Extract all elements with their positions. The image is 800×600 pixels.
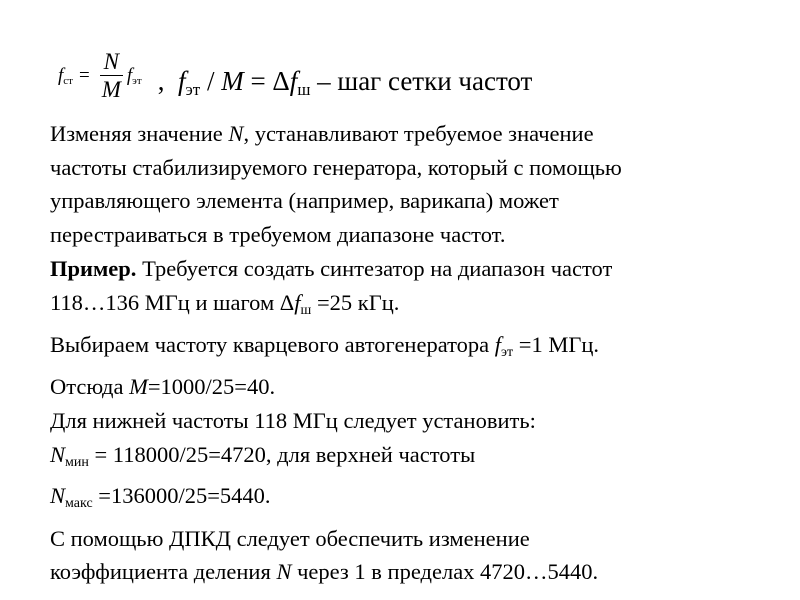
formula-equals: = [78, 65, 90, 86]
formula-definition [158, 47, 533, 106]
def-step-sub: ш [297, 79, 311, 99]
def-eq: = Δ [243, 65, 290, 96]
formula-lhs [58, 65, 73, 87]
p2-f: f [294, 289, 301, 315]
formula-lhs-sub: ст [63, 75, 73, 87]
p2-line-2-a: 118…136 МГц и шагом Δ [50, 289, 295, 315]
p5-line-2-a: коэффициента деления [50, 559, 277, 584]
p4-line-3 [50, 479, 780, 521]
paragraph-3 [50, 328, 780, 403]
p3-line-1-b: =1 МГц. [513, 332, 600, 357]
formula-rhs-symbol: f [126, 65, 133, 86]
formula-line [58, 44, 532, 108]
p4-sub-max: макс [65, 496, 93, 511]
paragraph-1 [50, 117, 780, 251]
p3-line-2 [50, 370, 780, 404]
p5-n: N [276, 559, 292, 584]
p2-line-2-b: =25 кГц. [311, 289, 400, 315]
p5-line-1: С помощью ДПКД следует обеспечить изменение [50, 525, 530, 551]
p5-line-2-b: через 1 в пределах 4720…5440. [291, 559, 599, 584]
p2-line-2 [50, 286, 780, 328]
p1-line-2: частоты стабилизируемого генератора, который с помощью [50, 154, 622, 180]
p1-text-b: , устанавливают требуемое значение [243, 121, 594, 146]
p4-line-2 [50, 438, 780, 480]
formula-rhs-sub: эт [132, 75, 142, 87]
paragraph-2 [50, 252, 780, 327]
formula-fraction [100, 49, 123, 104]
p3-line-2-a: Отсюда [50, 373, 130, 399]
formula-comma: , [157, 65, 165, 96]
p4-line-1: Для нижней частоты 118 МГц следует установить: [50, 408, 536, 433]
p4-n-min: N [50, 441, 66, 467]
p3-m: M [129, 373, 148, 399]
p5-line-2 [50, 555, 780, 589]
fraction-numerator: N [103, 48, 119, 74]
p4-n-max: N [50, 483, 66, 508]
def-div: / [200, 65, 222, 96]
p2-line-1: Требуется создать синтезатор на диапазон частот [136, 256, 613, 281]
p4-line-2-b: = 118000/25=4720, для верхней частоты [88, 441, 476, 467]
formula-lhs-symbol: f [58, 65, 64, 86]
p4-line-3-b: =136000/25=5440. [92, 483, 271, 508]
p2-sub: ш [300, 302, 312, 318]
p3-f: f [494, 332, 502, 357]
def-text: – шаг сетки частот [310, 65, 533, 96]
p1-n: N [228, 121, 244, 146]
p2-bold: Пример. [50, 256, 137, 281]
def-m: M [221, 65, 244, 96]
paragraph-4 [50, 404, 780, 521]
def-step: f [289, 65, 298, 96]
p3-line-2-b: =1000/25=40. [147, 373, 276, 399]
p1-text-a: Изменяя значение [50, 121, 229, 146]
paragraph-5 [50, 522, 780, 589]
def-f-sub: эт [185, 79, 201, 99]
p1-line-4: перестраиваться в требуемом диапазоне частот. [50, 221, 506, 247]
fraction-denominator: M [101, 76, 121, 102]
slide-body [50, 117, 780, 590]
p1-line-3: управляющего элемента (например, варикапа) может [50, 188, 559, 213]
p3-sub: эт [501, 345, 514, 360]
p4-sub-min: мин [65, 454, 89, 470]
formula-rhs [127, 65, 142, 87]
p3-line-1-a: Выбираем частоту кварцевого автогенератора [50, 332, 495, 357]
def-f: f [177, 65, 186, 96]
